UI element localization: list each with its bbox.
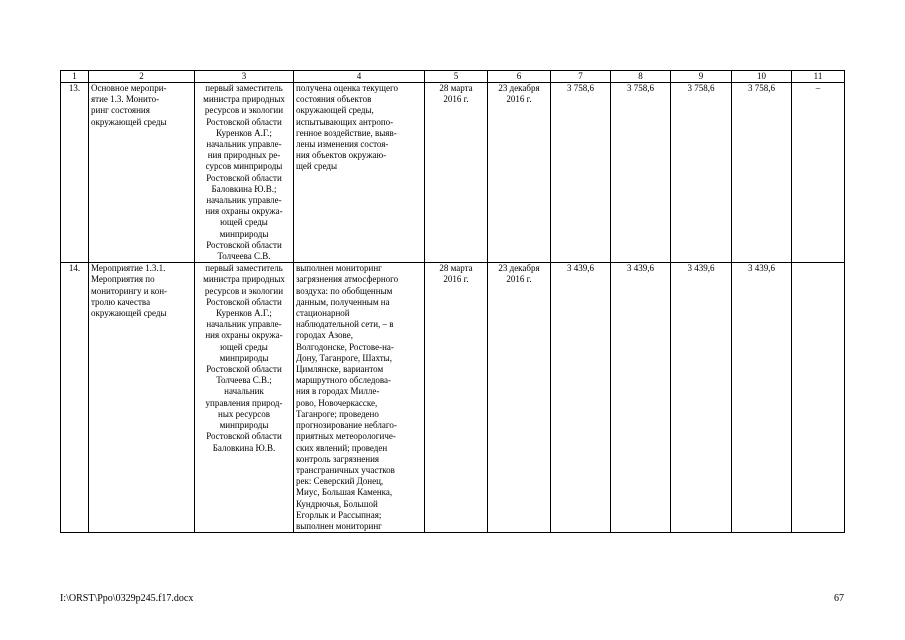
end-date <box>488 83 551 263</box>
text-line: Ростовской области <box>206 239 282 250</box>
text-line: начальник <box>224 386 264 397</box>
text-line: ния природных ре- <box>207 150 281 161</box>
header-cell: 6 <box>488 71 551 83</box>
text-line: Цимлянске, вариантом <box>296 364 384 375</box>
text-line: состояния объектов <box>296 94 372 105</box>
text-line: Ростовской области <box>206 116 282 127</box>
text-line: контроль загрязнения <box>296 453 380 464</box>
text-line: окружающей среды, <box>296 105 374 116</box>
text-line: 2016 г. <box>506 274 532 285</box>
text-line: лены изменения состоя- <box>296 139 389 150</box>
text-line: Толчеева С.В. <box>217 251 271 262</box>
text-line: 2016 г. <box>443 94 469 105</box>
text-line: городах Азове, <box>296 330 353 341</box>
text-line: окружающей среды <box>91 308 167 319</box>
result-description <box>294 263 425 533</box>
text-line: Волгодонске, Ростове-на- <box>296 341 394 352</box>
header-row <box>61 71 845 83</box>
text-line: Толчеева С.В.; <box>216 375 272 386</box>
activity-name <box>89 83 195 263</box>
value-col-11: – <box>792 83 845 263</box>
header-cell: 10 <box>732 71 792 83</box>
text-line: 2016 г. <box>443 274 469 285</box>
result-description <box>294 83 425 263</box>
text-line: данным, полученным на <box>296 296 390 307</box>
text-line: ятие 1.3. Монито- <box>91 94 160 105</box>
text-line: Таганроге; проведено <box>296 408 379 419</box>
text-line: первый заместитель <box>205 263 283 274</box>
text-line: 28 марта <box>439 263 473 274</box>
text-line: прогнозирование неблаго- <box>296 420 397 431</box>
header-cell: 9 <box>671 71 732 83</box>
text-line: Мероприятие 1.3.1. <box>91 263 166 274</box>
text-line: Ростовской области <box>206 431 282 442</box>
text-line: Ростовской области <box>206 296 282 307</box>
header-cell: 5 <box>425 71 488 83</box>
text-line: испытывающих антропо- <box>296 116 394 127</box>
text-line: трансграничных участков <box>296 464 395 475</box>
text-line: ния в городах Милле- <box>296 386 380 397</box>
page-number: 67 <box>834 593 844 604</box>
start-date <box>425 263 488 533</box>
header-cell: 2 <box>89 71 195 83</box>
header-cell: 8 <box>611 71 671 83</box>
value-col-10: 3 758,6 <box>732 83 792 263</box>
text-line: ных ресурсов <box>218 408 270 419</box>
text-line: генное воздействие, выяв- <box>296 127 397 138</box>
table-row <box>61 83 845 263</box>
text-line: Кундрючья, Большой <box>296 498 378 509</box>
text-line: Куренков А.Г.; <box>216 127 272 138</box>
text-line: 2016 г. <box>506 94 532 105</box>
header-cell: 11 <box>792 71 845 83</box>
text-line: первый заместитель <box>205 83 283 93</box>
text-line: министра природных <box>203 94 285 105</box>
text-line: маршрутного обследова- <box>296 375 392 386</box>
text-line: Баловкина Ю.В.; <box>211 183 277 194</box>
value-col-9: 3 758,6 <box>671 83 732 263</box>
text-line: ринг состояния <box>91 105 150 116</box>
value-col-8: 3 439,6 <box>611 263 671 533</box>
text-line: рово, Новочеркасске, <box>296 397 378 408</box>
text-line: начальник управле- <box>206 195 282 206</box>
value-col-8: 3 758,6 <box>611 83 671 263</box>
table-row <box>61 263 845 533</box>
text-line: сурсов минприроды <box>205 161 283 172</box>
responsible-person <box>195 263 294 533</box>
text-line: минприроды <box>219 420 269 431</box>
header-cell: 3 <box>195 71 294 83</box>
text-line: минприроды <box>219 228 269 239</box>
text-line: выполнен мониторинг <box>296 263 382 274</box>
text-line: управления природ- <box>205 397 283 408</box>
text-line: наблюдательной сети, – в <box>296 319 394 330</box>
text-line: министра природных <box>203 274 285 285</box>
text-line: Миус, Большая Каменка, <box>296 487 393 498</box>
text-line: Ростовской области <box>206 364 282 375</box>
responsible-person <box>195 83 294 263</box>
text-line: 28 марта <box>439 83 473 93</box>
text-line: Егорлык и Рассыпная; <box>296 509 382 520</box>
start-date <box>425 83 488 263</box>
text-line: ских явлений; проведен <box>296 442 388 453</box>
value-col-10: 3 439,6 <box>732 263 792 533</box>
row-number: 14. <box>61 263 89 533</box>
text-line: Основное меропри- <box>91 83 167 93</box>
text-line: получена оценка текущего <box>296 83 398 93</box>
text-line: Мероприятия по <box>91 274 155 285</box>
text-line: окружающей среды <box>91 116 167 127</box>
text-line: приятных метеорологиче- <box>296 431 396 442</box>
text-line: Ростовской области <box>206 172 282 183</box>
document-path: I:\ORST\Ppo\0329p245.f17.docx <box>60 593 194 604</box>
text-line: минприроды <box>219 352 269 363</box>
text-line: 23 декабря <box>498 263 540 274</box>
text-line: загрязнения атмосферного <box>296 274 399 285</box>
text-line: воздуха: по обобщенным <box>296 285 393 296</box>
text-line: рек: Северский Донец, <box>296 476 384 487</box>
text-line: Куренков А.Г.; <box>216 308 272 319</box>
text-line: Баловкина Ю.В. <box>212 442 276 453</box>
text-line: ния объектов окружаю- <box>296 150 387 161</box>
header-cell: 1 <box>61 71 89 83</box>
value-col-7: 3 439,6 <box>551 263 611 533</box>
text-line: 23 декабря <box>498 83 540 93</box>
row-number: 13. <box>61 83 89 263</box>
header-cell: 7 <box>551 71 611 83</box>
text-line: ресурсов и экологии <box>204 285 284 296</box>
value-col-9: 3 439,6 <box>671 263 732 533</box>
text-line: ющей среды <box>220 341 268 352</box>
text-line: ния охраны окружа- <box>205 206 283 217</box>
text-line: мониторингу и кон- <box>91 285 168 296</box>
text-line: ния охраны окружа- <box>205 330 283 341</box>
text-line: начальник управле- <box>206 319 282 330</box>
text-line: Дону, Таганроге, Шахты, <box>296 352 392 363</box>
text-line: ющей среды <box>220 217 268 228</box>
header-cell: 4 <box>294 71 425 83</box>
value-col-11 <box>792 263 845 533</box>
value-col-7: 3 758,6 <box>551 83 611 263</box>
report-table <box>60 70 845 533</box>
activity-name <box>89 263 195 533</box>
text-line: щей среды <box>296 161 337 172</box>
text-line: стационарной <box>296 308 350 319</box>
text-line: начальник управле- <box>206 139 282 150</box>
end-date <box>488 263 551 533</box>
text-line: тролю качества <box>91 296 151 307</box>
text-line: ресурсов и экологии <box>204 105 284 116</box>
text-line: выполнен мониторинг <box>296 520 382 531</box>
